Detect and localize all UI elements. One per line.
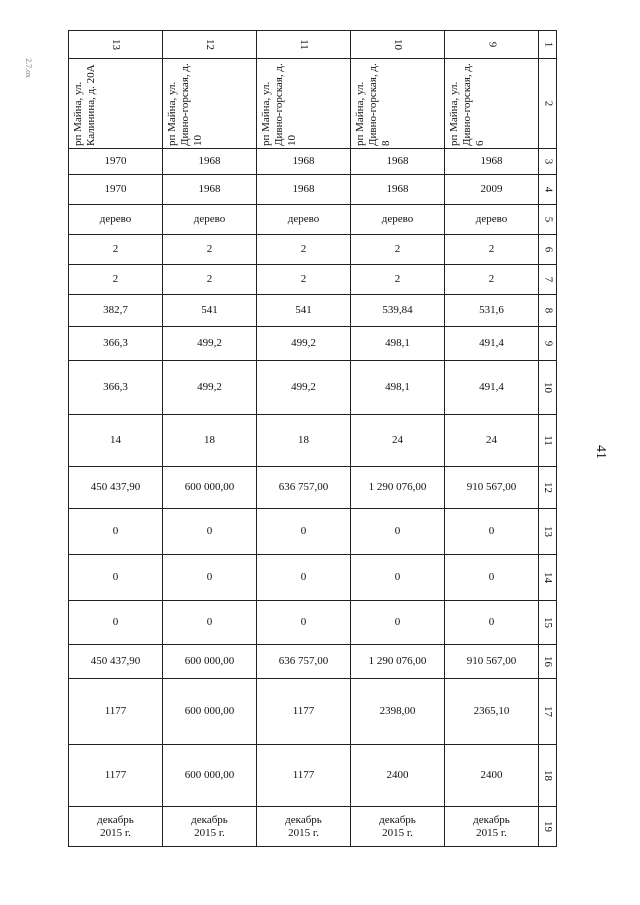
row-number-cell: 19 — [539, 807, 557, 847]
table-row — [69, 415, 557, 467]
value-cell: дерево — [351, 205, 445, 235]
table-row — [69, 467, 557, 509]
value-cell: 1177 — [69, 745, 163, 807]
value-cell: 1 290 076,00 — [351, 467, 445, 509]
corner-mark: 2.7.ох — [24, 58, 33, 78]
value-cell: 2 — [257, 235, 351, 265]
table-row — [69, 645, 557, 679]
column-index-cell: 13 — [69, 31, 163, 59]
value-cell: 491,4 — [445, 327, 539, 361]
value-cell: 2398,00 — [351, 679, 445, 745]
address-cell: рп Майна, ул. Дивно-горская, д. 8 — [351, 59, 445, 149]
value-cell: 636 757,00 — [257, 645, 351, 679]
value-cell: 1968 — [257, 149, 351, 175]
table-row — [69, 679, 557, 745]
value-cell: 2009 — [445, 175, 539, 205]
row-number-cell: 15 — [539, 601, 557, 645]
value-cell: декабрь 2015 г. — [351, 807, 445, 847]
value-cell: 24 — [445, 415, 539, 467]
table-row — [69, 295, 557, 327]
column-index-cell: 9 — [445, 31, 539, 59]
value-cell: 1 290 076,00 — [351, 645, 445, 679]
table-row-index — [69, 31, 557, 59]
address-cell: рп Майна, ул. Дивно-горская, д. 10 — [163, 59, 257, 149]
table-row — [69, 205, 557, 235]
column-index-cell: 11 — [257, 31, 351, 59]
value-cell: декабрь 2015 г. — [69, 807, 163, 847]
table-row — [69, 265, 557, 295]
value-cell: декабрь 2015 г. — [163, 807, 257, 847]
housing-table — [68, 30, 557, 847]
value-cell: дерево — [257, 205, 351, 235]
value-cell: 499,2 — [257, 327, 351, 361]
address-cell: рп Майна, ул. Калинина, д. 20А — [69, 59, 163, 149]
value-cell: 1968 — [163, 175, 257, 205]
value-cell: 450 437,90 — [69, 467, 163, 509]
value-cell: 1177 — [69, 679, 163, 745]
value-cell: 0 — [351, 555, 445, 601]
value-cell: дерево — [163, 205, 257, 235]
table-row-address — [69, 59, 557, 149]
value-cell: 24 — [351, 415, 445, 467]
value-cell: 0 — [351, 509, 445, 555]
value-cell: 2400 — [445, 745, 539, 807]
table-row — [69, 361, 557, 415]
value-cell: 1970 — [69, 175, 163, 205]
value-cell: 541 — [163, 295, 257, 327]
value-cell: 450 437,90 — [69, 645, 163, 679]
value-cell: 0 — [351, 601, 445, 645]
value-cell: 910 567,00 — [445, 467, 539, 509]
row-number-cell: 17 — [539, 679, 557, 745]
value-cell: 1968 — [163, 149, 257, 175]
value-cell: 0 — [257, 601, 351, 645]
value-cell: 1968 — [351, 149, 445, 175]
value-cell: 2 — [69, 235, 163, 265]
value-cell: 18 — [257, 415, 351, 467]
value-cell: 0 — [69, 601, 163, 645]
value-cell: 1968 — [445, 149, 539, 175]
value-cell: 0 — [69, 509, 163, 555]
table-row — [69, 175, 557, 205]
row-number-cell: 11 — [539, 415, 557, 467]
table-row — [69, 807, 557, 847]
value-cell: 2 — [445, 265, 539, 295]
value-cell: 531,6 — [445, 295, 539, 327]
row-number-cell: 1 — [539, 31, 557, 59]
table-row — [69, 601, 557, 645]
column-index-cell: 12 — [163, 31, 257, 59]
value-cell: 499,2 — [163, 361, 257, 415]
value-cell: 600 000,00 — [163, 467, 257, 509]
value-cell: декабрь 2015 г. — [257, 807, 351, 847]
row-number-cell: 6 — [539, 235, 557, 265]
table-row — [69, 555, 557, 601]
row-number-cell: 12 — [539, 467, 557, 509]
row-number-cell: 9 — [539, 327, 557, 361]
row-number-cell: 8 — [539, 295, 557, 327]
value-cell: 0 — [445, 601, 539, 645]
value-cell: 2 — [351, 265, 445, 295]
row-number-cell: 13 — [539, 509, 557, 555]
value-cell: 0 — [445, 509, 539, 555]
value-cell: 0 — [163, 509, 257, 555]
row-number-cell: 4 — [539, 175, 557, 205]
value-cell: 0 — [163, 555, 257, 601]
value-cell: 366,3 — [69, 361, 163, 415]
table-row — [69, 745, 557, 807]
value-cell: 539,84 — [351, 295, 445, 327]
value-cell: 498,1 — [351, 361, 445, 415]
table-row — [69, 327, 557, 361]
value-cell: 0 — [257, 555, 351, 601]
value-cell: 541 — [257, 295, 351, 327]
address-cell: рп Майна, ул. Дивно-горская, д. 10 — [257, 59, 351, 149]
value-cell: дерево — [69, 205, 163, 235]
value-cell: дерево — [445, 205, 539, 235]
value-cell: 2 — [351, 235, 445, 265]
value-cell: 382,7 — [69, 295, 163, 327]
value-cell: 600 000,00 — [163, 679, 257, 745]
value-cell: 18 — [163, 415, 257, 467]
row-number-cell: 2 — [539, 59, 557, 149]
row-number-cell: 10 — [539, 361, 557, 415]
table-row — [69, 235, 557, 265]
table-row — [69, 509, 557, 555]
value-cell: 600 000,00 — [163, 645, 257, 679]
value-cell: 0 — [69, 555, 163, 601]
value-cell: 1970 — [69, 149, 163, 175]
row-number-cell: 18 — [539, 745, 557, 807]
value-cell: 14 — [69, 415, 163, 467]
value-cell: 1177 — [257, 679, 351, 745]
value-cell: 910 567,00 — [445, 645, 539, 679]
value-cell: декабрь 2015 г. — [445, 807, 539, 847]
address-cell: рп Майна, ул. Дивно-горская, д. 6 — [445, 59, 539, 149]
table-row — [69, 149, 557, 175]
value-cell: 499,2 — [163, 327, 257, 361]
page-number: 41 — [593, 445, 608, 459]
value-cell: 0 — [257, 509, 351, 555]
row-number-cell: 14 — [539, 555, 557, 601]
value-cell: 499,2 — [257, 361, 351, 415]
value-cell: 2365,10 — [445, 679, 539, 745]
value-cell: 636 757,00 — [257, 467, 351, 509]
column-index-cell: 10 — [351, 31, 445, 59]
value-cell: 1968 — [351, 175, 445, 205]
value-cell: 2 — [163, 235, 257, 265]
value-cell: 491,4 — [445, 361, 539, 415]
row-number-cell: 16 — [539, 645, 557, 679]
row-number-cell: 5 — [539, 205, 557, 235]
row-number-cell: 7 — [539, 265, 557, 295]
value-cell: 0 — [445, 555, 539, 601]
value-cell: 498,1 — [351, 327, 445, 361]
value-cell: 366,3 — [69, 327, 163, 361]
value-cell: 1177 — [257, 745, 351, 807]
value-cell: 2 — [69, 265, 163, 295]
value-cell: 0 — [163, 601, 257, 645]
value-cell: 600 000,00 — [163, 745, 257, 807]
value-cell: 2 — [163, 265, 257, 295]
value-cell: 2 — [257, 265, 351, 295]
row-number-cell: 3 — [539, 149, 557, 175]
value-cell: 2 — [445, 235, 539, 265]
value-cell: 1968 — [257, 175, 351, 205]
value-cell: 2400 — [351, 745, 445, 807]
